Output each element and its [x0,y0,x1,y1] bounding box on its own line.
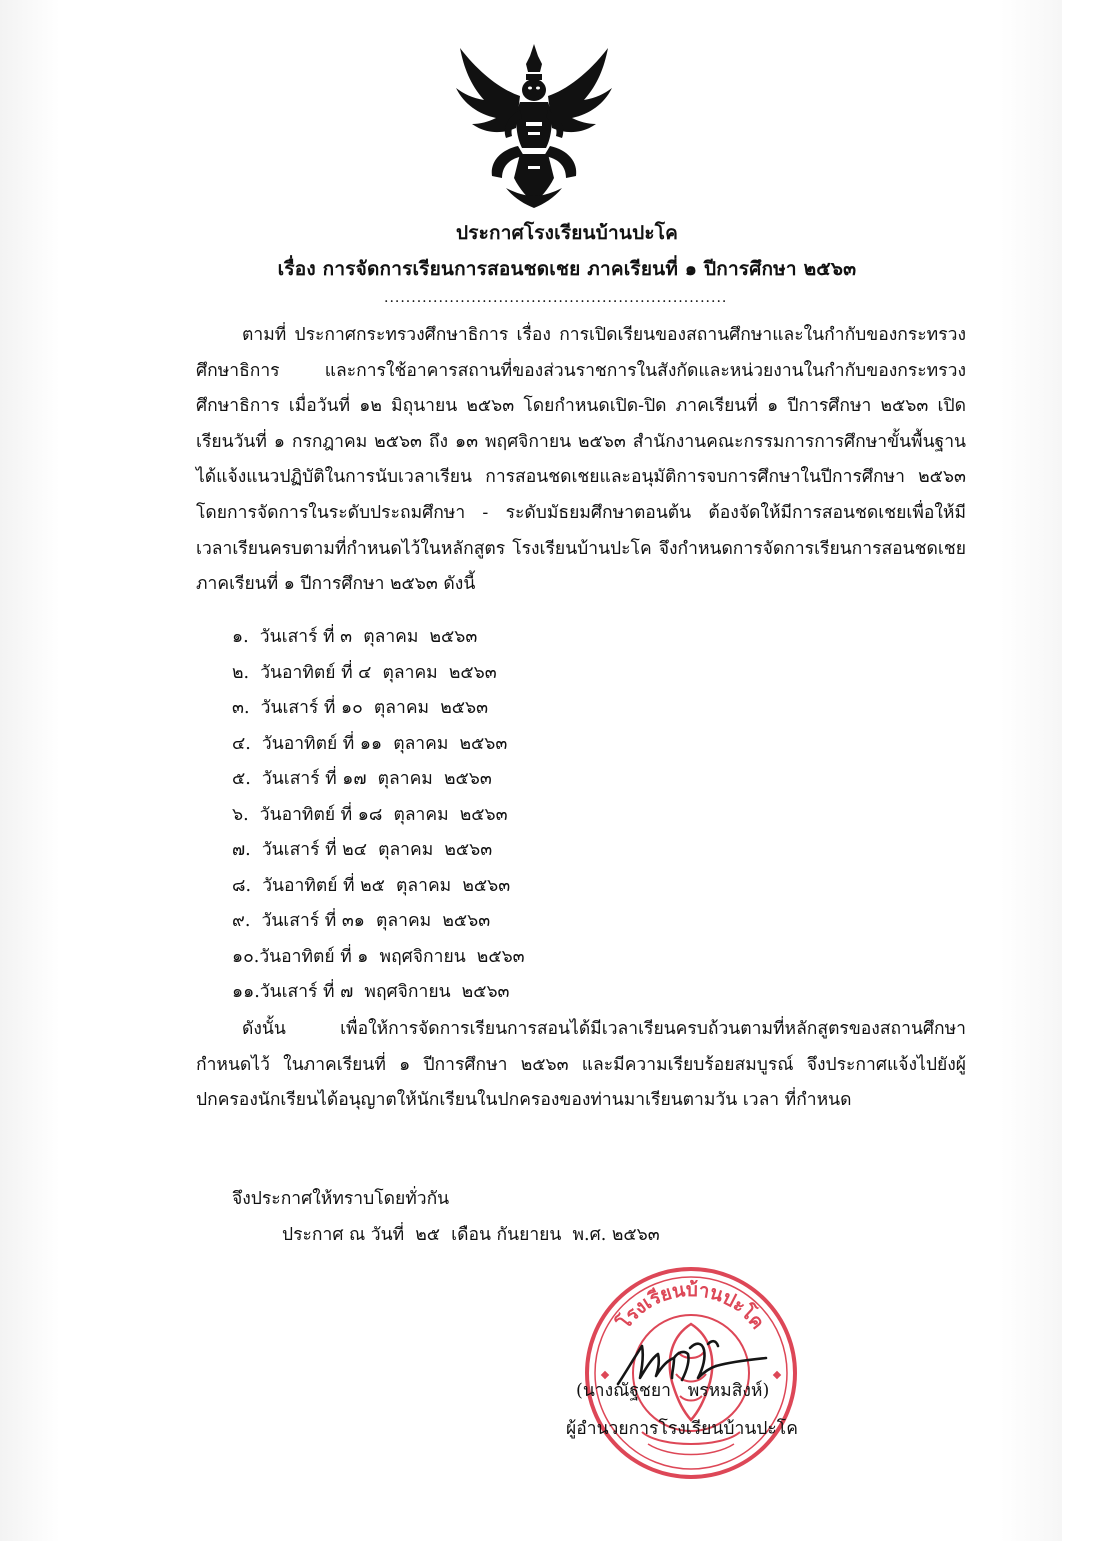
title-separator: ............................................................... [384,290,728,306]
conclusion-paragraph [196,1012,966,1119]
schedule-item: ๑๐.วันอาทิตย์ ที่ ๑ พฤศจิกายน ๒๕๖๓ [232,946,525,967]
schedule-item: ๕. วันเสาร์ ที่ ๑๗ ตุลาคม ๒๕๖๓ [232,769,492,789]
conclusion-text: ดังนั้น เพื่อให้การจัดการเรียนการสอนได้มีเวลาเรียนครบถ้วนตามที่หลักสูตรของสถานศึกษากำหนดไว้ ในภาคเรียนที่ ๑ ปีการศึกษา ๒๕๖๓ และมีความเรียบร้อยสมบูรณ์ จึงประกาศแจ้งไปยังผู้ปกครองนักเรียนได้อนุญาตให้นักเรียนในปกครองของท่านมาเรียนตามวัน เวลา ที่กำหนด [196,1019,966,1111]
schedule-item: ๘. วันอาทิตย์ ที่ ๒๕ ตุลาคม ๒๕๖๓ [232,875,511,896]
signatory-position: ผู้อำนวยการโรงเรียนบ้านปะโค [566,1419,798,1439]
schedule-item: ๒. วันอาทิตย์ ที่ ๔ ตุลาคม ๒๕๖๓ [232,662,497,683]
schedule-item: ๑. วันเสาร์ ที่ ๓ ตุลาคม ๒๕๖๓ [232,627,478,647]
schedule-item: ๑๑.วันเสาร์ ที่ ๗ พฤศจิกายน ๒๕๖๓ [232,982,510,1002]
garuda-emblem-icon [450,38,618,210]
schedule-item: ๓. วันเสาร์ ที่ ๑๐ ตุลาคม ๒๕๖๓ [232,698,489,718]
announcement-title: ประกาศโรงเรียนบ้านปะโค [455,222,679,244]
schedule-item: ๔. วันอาทิตย์ ที่ ๑๑ ตุลาคม ๒๕๖๓ [232,733,508,754]
closing-announce: จึงประกาศให้ทราบโดยทั่วกัน [232,1189,450,1209]
makeup-schedule-list [232,620,525,1011]
announcement-subject: เรื่อง การจัดการเรียนการสอนชดเชย ภาคเรียนที่ ๑ ปีการศึกษา ๒๕๖๓ [277,258,857,280]
intro-paragraph [196,318,966,603]
schedule-item: ๗. วันเสาร์ ที่ ๒๔ ตุลาคม ๒๕๖๓ [232,840,493,860]
schedule-item: ๙. วันเสาร์ ที่ ๓๑ ตุลาคม ๒๕๖๓ [232,911,491,931]
intro-text: ตามที่ ประกาศกระทรวงศึกษาธิการ เรื่อง การเปิดเรียนของสถานศึกษาและในกำกับของกระทรวงศึกษาธิการ และการใช้อาคารสถานที่ของส่วนราชการในสังกัดและหน่วยงานในกำกับของกระทรวงศึกษาธิการ เมื่อวันที่ ๑๒ มิถุนายน ๒๕๖๓ โดยกำหนดเปิด-ปิด ภาคเรียนที่ ๑ ปีการศึกษา ๒๕๖๓ เปิดเรียนวันที่ ๑ กรกฎาคม ๒๕๖๓ ถึง ๑๓ พฤศจิกายน ๒๕๖๓ สำนักงานคณะกรรมการการศึกษาขั้นพื้นฐาน ได้แจ้งแนวปฏิบัติในการนับเวลาเรียน การสอนชดเชยและอนุมัติการจบการศึกษาในปีการศึกษา ๒๕๖๓ โดยการจัดการในระดับประถมศึกษา - ระดับมัธยมศึกษาตอนต้น ต้องจัดให้มีการสอนชดเชยเพื่อให้มีเวลาเรียนครบตามที่กำหนดไว้ในหลักสูตร โรงเรียนบ้านปะโค จึงกำหนดการจัดการเรียนการสอนชดเชยภาคเรียนที่ ๑ ปีการศึกษา ๒๕๖๓ ดังนี้ [196,325,966,595]
announcement-date: ประกาศ ณ วันที่ ๒๕ เดือน กันยายน พ.ศ. ๒๕๖๓ [282,1225,660,1245]
signatory-name: (นางณัฐชยา พรหมสิงห์) [576,1381,770,1401]
seal-text: โรงเรียนบ้านปะโค [613,1278,769,1334]
schedule-item: ๖. วันอาทิตย์ ที่ ๑๘ ตุลาคม ๒๕๖๓ [232,804,508,825]
